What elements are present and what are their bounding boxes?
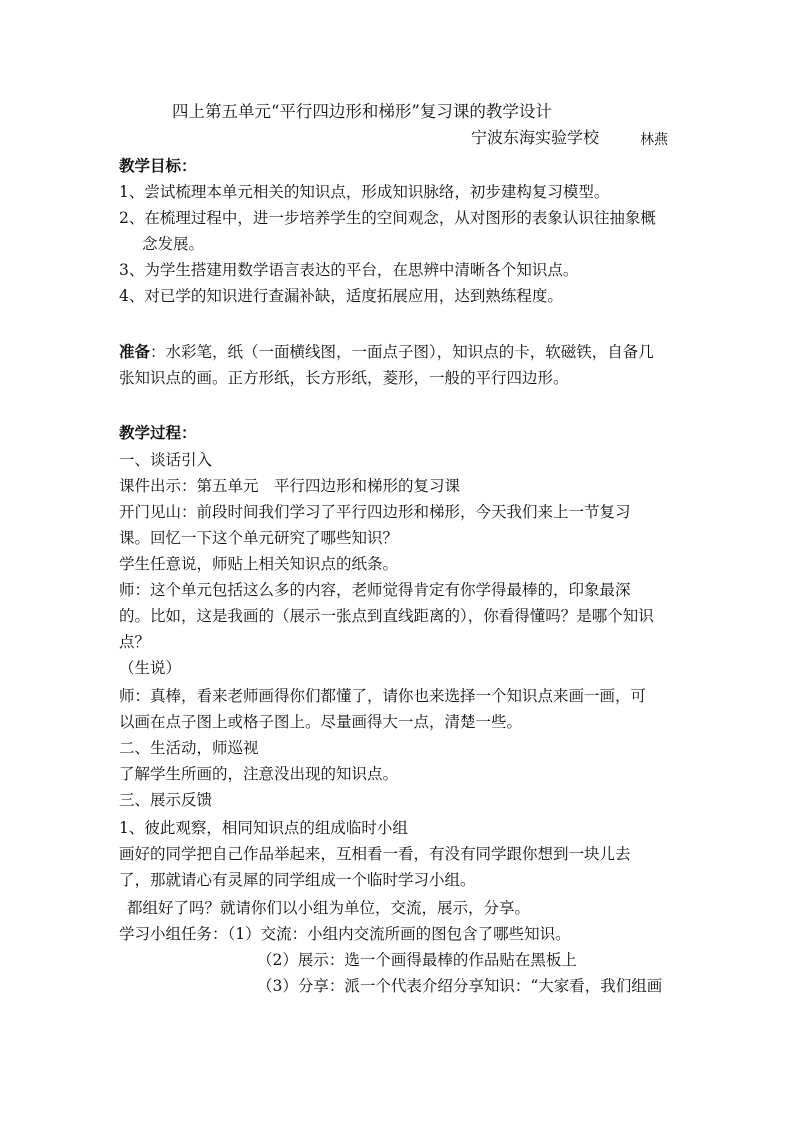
preparation-text: ：水彩笔，纸（一面横线图，一面点子图），知识点的卡，软磁铁，自备几 <box>150 343 654 361</box>
preparation-line-2: 张知识点的画。正方形纸，长方形纸，菱形，一般的平行四边形。 <box>119 369 569 387</box>
objective-item: 2、在梳理过程中，进一步培养学生的空间观念，从对图形的表象认识往抽象概 <box>119 209 656 227</box>
process-line: 学生任意说，师贴上相关知识点的纸条。 <box>119 555 399 573</box>
section-heading: 一、谈话引入 <box>119 451 213 469</box>
author-name: 林燕 <box>640 132 668 148</box>
section-heading: 二、生活动，师巡视 <box>119 739 259 757</box>
process-line: 了，那就请心有灵犀的同学组成一个临时学习小组。 <box>119 871 476 889</box>
document-title: 四上第五单元“平行四边形和梯形”复习课的教学设计 <box>172 102 552 121</box>
preparation-line <box>119 342 679 362</box>
process-line: 点？ <box>119 633 151 651</box>
process-line: 了解学生所画的，注意没出现的知识点。 <box>119 765 399 783</box>
process-line: 画好的同学把自己作品举起来，互相看一看，有没有同学跟你想到一块儿去 <box>119 845 631 863</box>
process-line: 课件出示：第五单元 平行四边形和梯形的复习课 <box>119 477 461 495</box>
process-line: 1、彼此观察，相同知识点的组成临时小组 <box>119 819 408 837</box>
school-name: 宁波东海实验学校 <box>471 128 600 147</box>
process-line: 都组好了吗？就请你们以小组为单位，交流，展示，分享。 <box>127 899 531 917</box>
process-line: 以画在点子图上或格子图上。尽量画得大一点，清楚一些。 <box>119 713 523 731</box>
process-line: （生说） <box>119 659 182 677</box>
objective-item: 3、为学生搭建用数学语言表达的平台，在思辨中清晰各个知识点。 <box>119 261 579 279</box>
objective-item: 4、对已学的知识进行查漏补缺，适度拓展应用，达到熟练程度。 <box>119 287 563 305</box>
process-line: 师：真棒，看来老师画得你们都懂了，请你也来选择一个知识点来画一画，可 <box>119 687 647 705</box>
objective-item-continued: 念发展。 <box>142 235 205 253</box>
group-task-line: （3）分享：派一个代表介绍分享知识：“大家看，我们组画 <box>257 977 663 995</box>
objectives-heading: 教学目标： <box>119 156 197 175</box>
group-task-line: 学习小组任务：（1）交流：小组内交流所画的图包含了哪些知识。 <box>119 925 571 943</box>
process-line: 的。比如，这是我画的（展示一张点到直线距离的），你看得懂吗？是哪个知识 <box>119 607 654 625</box>
process-line: 开门见山：前段时间我们学习了平行四边形和梯形，今天我们来上一节复习 <box>119 503 631 521</box>
section-heading: 三、展示反馈 <box>119 791 213 809</box>
process-heading: 教学过程： <box>119 423 197 442</box>
objective-item: 1、尝试梳理本单元相关的知识点，形成知识脉络，初步建构复习模型。 <box>119 183 610 201</box>
preparation-label: 准备 <box>119 342 151 361</box>
process-line: 课。回忆一下这个单元研究了哪些知识？ <box>119 529 399 547</box>
process-line: 师：这个单元包括这么多的内容，老师觉得肯定有你学得最棒的，印象最深 <box>119 581 631 599</box>
group-task-line: （2）展示：选一个画得最棒的作品贴在黑板上 <box>257 951 577 969</box>
